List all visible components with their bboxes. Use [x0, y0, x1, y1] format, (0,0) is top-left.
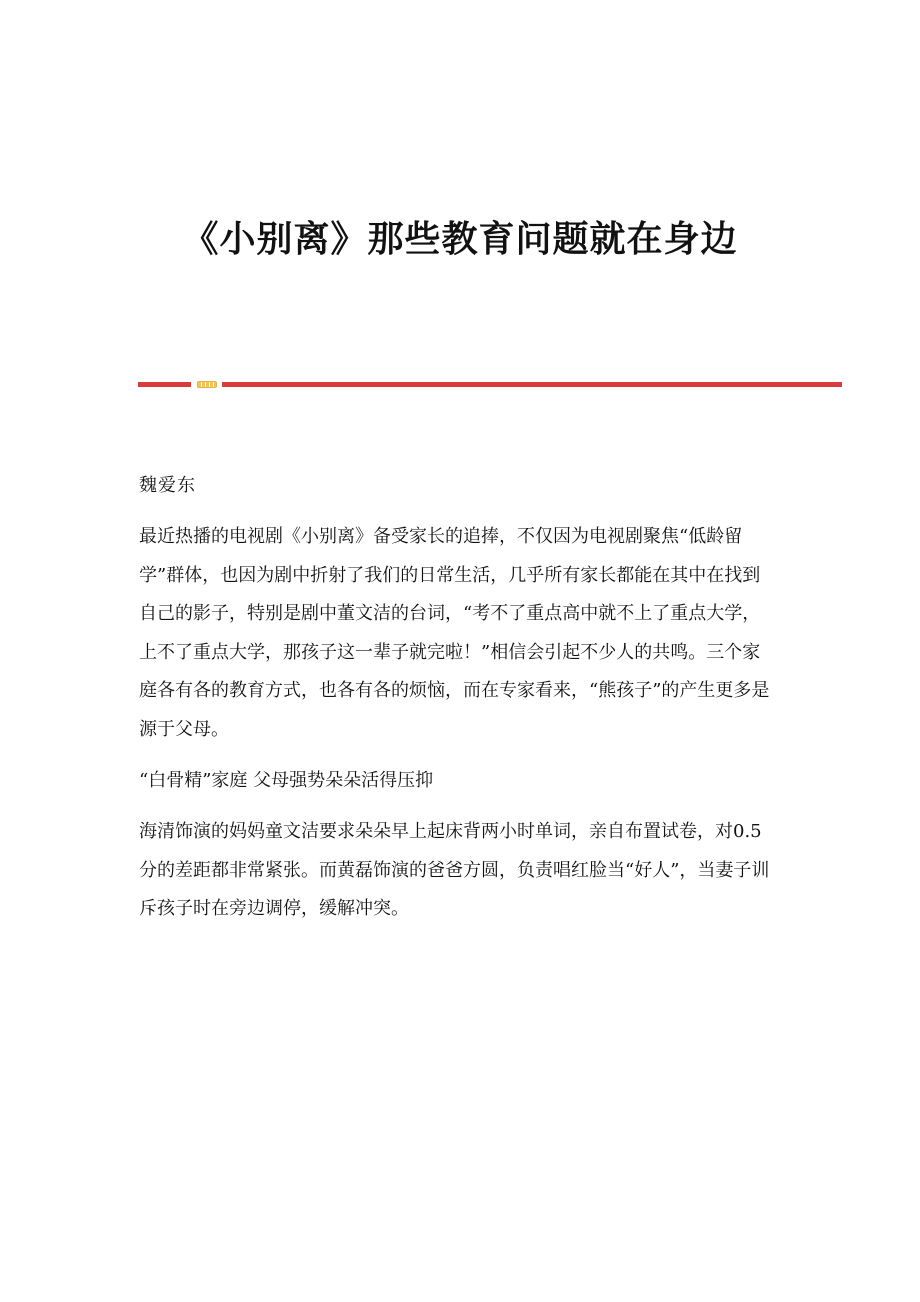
author-name: 魏爱东	[139, 475, 196, 496]
paragraph-family: 海清饰演的妈妈童文洁要求朵朵早上起床背两小时单词，亲自布置试卷，对0.5分的差距都非常紧张。而黄磊饰演的爸爸方圆，负责唱红脸当“好人”，当妻子训斥孩子时在旁边调停，缓解冲突。	[139, 821, 770, 919]
divider-right-bar	[222, 382, 842, 387]
section-heading: “白骨精”家庭 父母强势朵朵活得压抑	[139, 770, 434, 791]
title-divider	[138, 376, 842, 392]
divider-left-bar	[138, 382, 191, 387]
page-title: 《小别离》那些教育问题就在身边	[182, 218, 738, 260]
divider-ornament-icon	[197, 381, 217, 388]
paragraph-intro: 最近热播的电视剧《小别离》备受家长的追捧，不仅因为电视剧聚焦“低龄留学”群体，也因为剧中折射了我们的日常生活，几乎所有家长都能在其中在找到自己的影子，特别是剧中董文洁的台词，“考不了重点高中就不上了重点大学，上不了重点大学，那孩子这一辈子就完啦！”相信会引起不少人的共鸣。三个家庭各有各的教育方式，也各有各的烦恼，而在专家看来，“熊孩子”的产生更多是源于父母。	[139, 526, 770, 740]
article-body	[139, 468, 773, 943]
